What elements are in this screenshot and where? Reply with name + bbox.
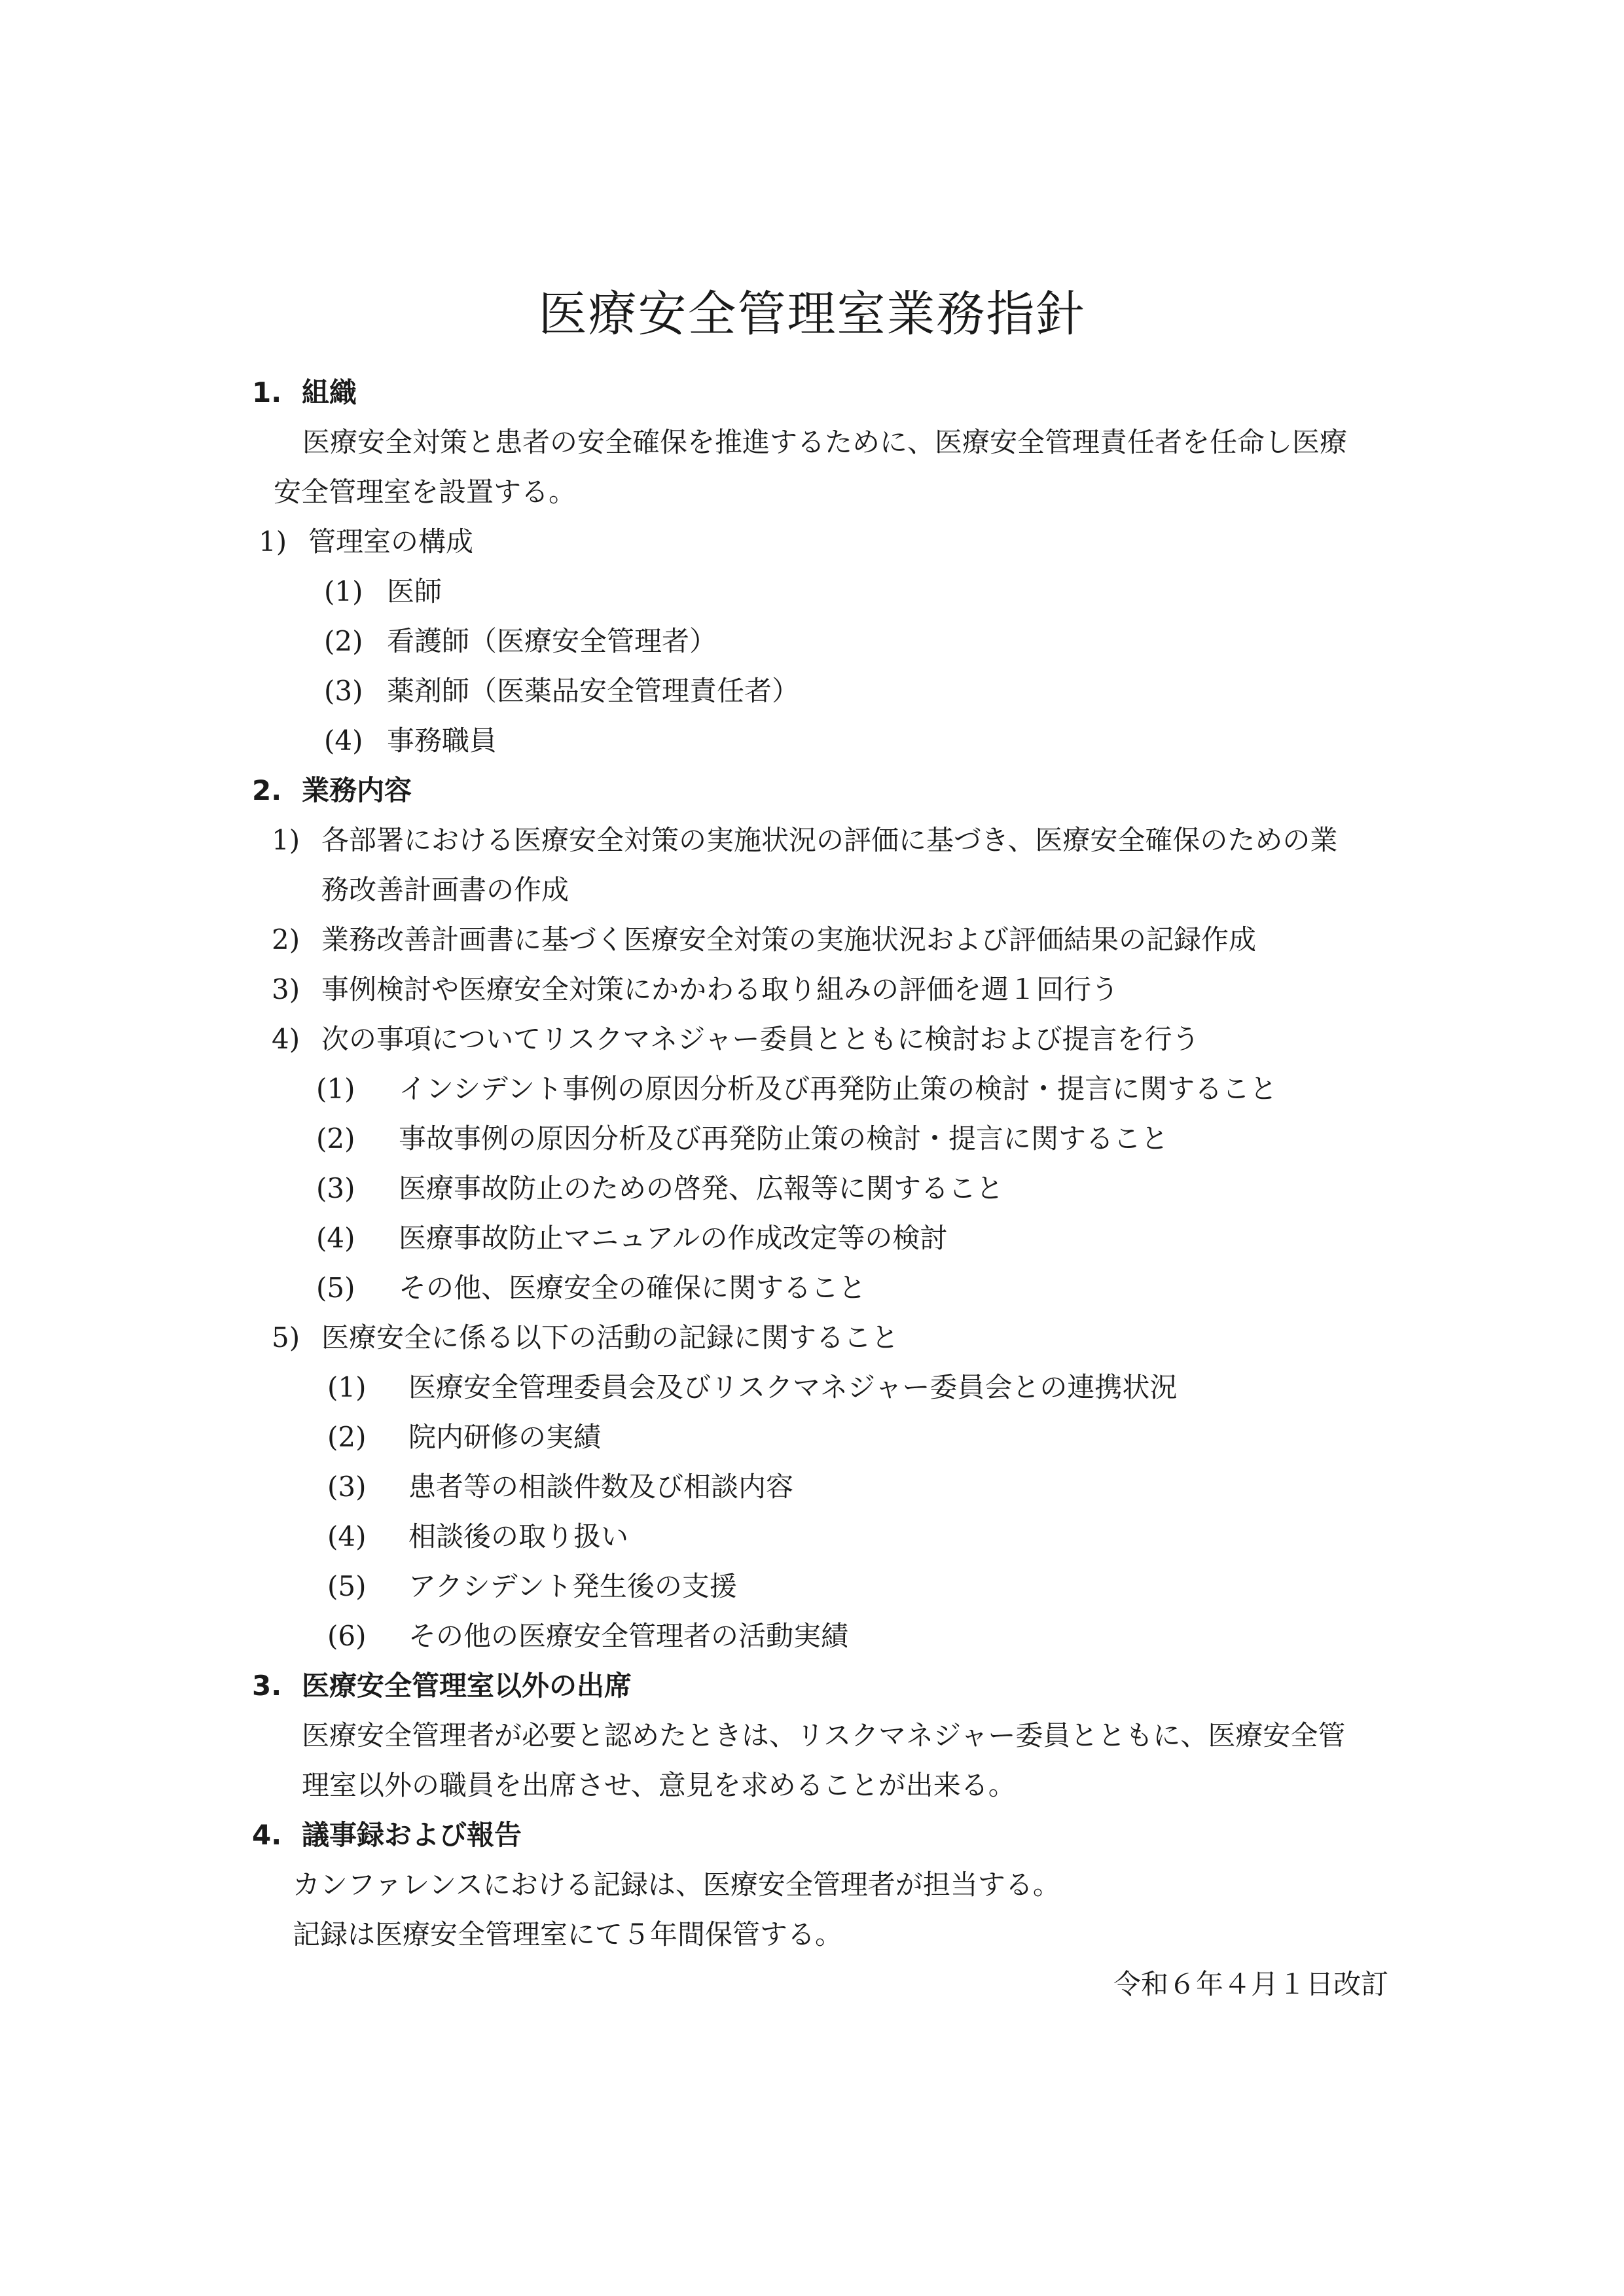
list-item bbox=[272, 970, 1119, 1009]
sub-list-item bbox=[327, 1467, 793, 1507]
section-heading-3 bbox=[252, 1666, 632, 1706]
list-item bbox=[272, 1318, 899, 1357]
sub-list-item bbox=[316, 1219, 947, 1258]
section-4-body-line-2: 記録は医療安全管理室にて５年間保管する。 bbox=[293, 1918, 843, 1950]
section-1-body-line-2: 安全管理室を設置する。 bbox=[274, 476, 577, 508]
list-marker: (4) bbox=[324, 725, 363, 757]
list-item-text: 医療事故防止マニュアルの作成改定等の検討 bbox=[399, 1222, 948, 1254]
list-marker: (3) bbox=[327, 1471, 367, 1503]
list-item-text: その他の医療安全管理者の活動実績 bbox=[408, 1620, 849, 1652]
section-heading-text: 業務内容 bbox=[302, 774, 412, 806]
list-item-text: インシデント事例の原因分析及び再発防止策の検討・提言に関すること bbox=[399, 1073, 1278, 1105]
list-marker: (1) bbox=[324, 575, 363, 607]
list-item-text: 医師 bbox=[387, 575, 442, 607]
section-number: 2. bbox=[252, 774, 282, 806]
section-3-body-line-1: 医療安全管理者が必要と認めたときは、リスクマネジャー委員とともに、医療安全管 bbox=[302, 1719, 1346, 1751]
list-item-text: 薬剤師（医薬品安全管理責任者） bbox=[387, 675, 800, 707]
list-marker: (2) bbox=[316, 1122, 355, 1155]
list-marker: (4) bbox=[327, 1520, 367, 1552]
section-1-body-line-1: 医療安全対策と患者の安全確保を推進するために、医療安全管理責任者を任命し医療 bbox=[302, 426, 1348, 458]
list-marker: (1) bbox=[316, 1073, 355, 1105]
section-4-body-line-1: カンファレンスにおける記録は、医療安全管理者が担当する。 bbox=[293, 1869, 1060, 1901]
section-heading-text: 組織 bbox=[302, 376, 357, 408]
list-marker: (3) bbox=[324, 675, 363, 707]
section-heading-2 bbox=[252, 771, 412, 810]
section-heading-4 bbox=[252, 1816, 522, 1855]
list-item-text: 管理室の構成 bbox=[308, 526, 474, 558]
list-marker: 1) bbox=[259, 526, 287, 558]
sub-list-item bbox=[324, 572, 442, 611]
sub-list-item bbox=[316, 1069, 1277, 1109]
sub-list-item bbox=[324, 672, 799, 711]
list-item bbox=[272, 821, 1337, 860]
list-item bbox=[259, 522, 473, 562]
section-3-body-line-2: 理室以外の職員を出席させ、意見を求めることが出来る。 bbox=[302, 1769, 1016, 1801]
section-heading-1 bbox=[252, 373, 357, 412]
list-item-text: 医療事故防止のための啓発、広報等に関すること bbox=[399, 1172, 1004, 1204]
list-item-text: 看護師（医療安全管理者） bbox=[387, 625, 717, 657]
revision-date: 令和６年４月１日改訂 bbox=[1113, 1968, 1388, 2000]
sub-list-item bbox=[327, 1617, 848, 1656]
list-marker: (1) bbox=[327, 1371, 367, 1403]
list-marker: (2) bbox=[324, 625, 363, 657]
list-item-text: 事例検討や医療安全対策にかかわる取り組みの評価を週１回行う bbox=[321, 973, 1119, 1005]
list-item bbox=[272, 1020, 1199, 1059]
list-marker: 3) bbox=[272, 973, 300, 1005]
list-item-text: 医療安全に係る以下の活動の記録に関すること bbox=[321, 1321, 899, 1354]
list-item-text: アクシデント発生後の支援 bbox=[408, 1570, 737, 1602]
list-item-text: 事務職員 bbox=[387, 725, 497, 757]
list-marker: 4) bbox=[272, 1023, 300, 1055]
list-marker: (3) bbox=[316, 1172, 355, 1204]
list-marker: (6) bbox=[327, 1620, 367, 1652]
list-marker: 1) bbox=[272, 824, 300, 856]
section-number: 3. bbox=[252, 1670, 282, 1702]
list-marker: (5) bbox=[316, 1272, 355, 1304]
list-item-text: 業務改善計画書に基づく医療安全対策の実施状況および評価結果の記録作成 bbox=[321, 924, 1257, 956]
list-marker: (2) bbox=[327, 1421, 367, 1453]
list-item-text: 院内研修の実績 bbox=[408, 1421, 602, 1453]
list-item-text: 医療安全管理委員会及びリスクマネジャー委員会との連携状況 bbox=[408, 1371, 1178, 1403]
section-heading-text: 議事録および報告 bbox=[302, 1819, 522, 1851]
list-marker: 5) bbox=[272, 1321, 300, 1354]
sub-list-item bbox=[324, 721, 497, 761]
sub-list-item bbox=[327, 1517, 628, 1556]
list-item-text: 次の事項についてリスクマネジャー委員とともに検討および提言を行う bbox=[321, 1023, 1200, 1055]
section-number: 4. bbox=[252, 1819, 282, 1851]
list-item-text: 事故事例の原因分析及び再発防止策の検討・提言に関すること bbox=[399, 1122, 1169, 1155]
list-item-text: 患者等の相談件数及び相談内容 bbox=[408, 1471, 794, 1503]
sub-list-item bbox=[327, 1418, 601, 1457]
sub-list-item bbox=[316, 1169, 1003, 1208]
page-title: 医療安全管理室業務指針 bbox=[538, 286, 1086, 342]
list-marker: 2) bbox=[272, 924, 300, 956]
list-marker: (4) bbox=[316, 1222, 355, 1254]
sub-list-item bbox=[316, 1119, 1168, 1158]
list-item bbox=[272, 920, 1256, 960]
list-item-continuation: 務改善計画書の作成 bbox=[321, 874, 569, 906]
sub-list-item bbox=[327, 1368, 1177, 1407]
section-heading-text: 医療安全管理室以外の出席 bbox=[302, 1670, 632, 1702]
sub-list-item bbox=[324, 622, 717, 661]
sub-list-item bbox=[327, 1567, 737, 1606]
section-number: 1. bbox=[252, 376, 282, 408]
list-item-text: その他、医療安全の確保に関すること bbox=[399, 1272, 867, 1304]
list-item-text: 相談後の取り扱い bbox=[408, 1520, 629, 1552]
list-item-text: 各部署における医療安全対策の実施状況の評価に基づき、医療安全確保のための業 bbox=[321, 824, 1338, 856]
list-marker: (5) bbox=[327, 1570, 367, 1602]
sub-list-item bbox=[316, 1268, 866, 1308]
